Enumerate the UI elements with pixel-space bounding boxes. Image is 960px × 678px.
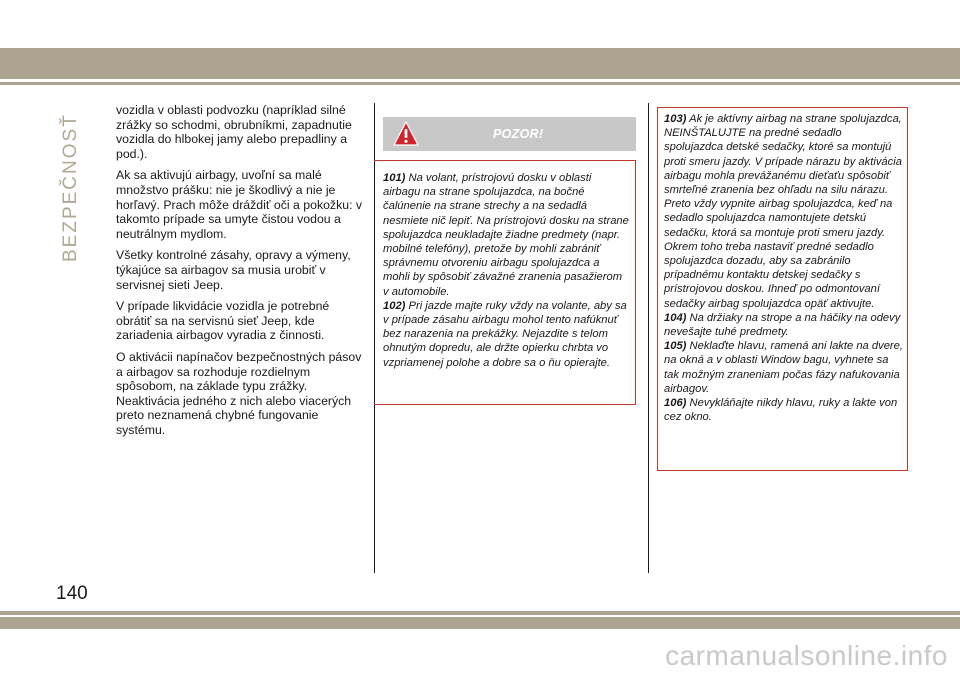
column-divider xyxy=(648,103,649,573)
warning-text: Nevykláňajte nikdy hlavu, ruky a lakte von cez okno. xyxy=(664,397,898,424)
section-title: BEZPEČNOSŤ xyxy=(60,113,81,262)
warning-triangle-icon xyxy=(393,121,419,147)
warning-item xyxy=(664,112,903,311)
paragraph: O aktivácii napínačov bezpečnostných pásov a airbagov sa rozhoduje rozdielnym spôsobom, na základe typu zrážky. Neaktivácia jedného z nich alebo viacerých preto neznamená chybné fungovanie systému. xyxy=(116,349,362,437)
watermark: carmanualsonline.info xyxy=(665,640,948,671)
footer-rule xyxy=(0,611,960,615)
warning-item xyxy=(383,299,629,370)
warning-item xyxy=(664,311,903,339)
warning-text: Ak je aktívny airbag na strane spolujazdca, NEINŠTALUJTE na predné sedadlo spolujazdca detské sedačky, ktoré sa montujú proti smeru jazdy. V prípade nárazu by aktivácia airbagu mohla prevážanému dieťaťu spôsobiť smrteľné zranenia bez ohľadu na silu nárazu. Preto vždy vypnite airbag spolujazdca, keď na sedadlo spolujazdca namontujete detskú sedačku, ktorá sa montuje proti smeru jazdy. Okrem toho treba nastaviť predné sedadlo spolujazdca dozadu, aby sa zabránilo prípadnému kontaktu detskej sedačky s prístrojovou doskou. Ihneď po odmontovaní sedačky airbag spolujazdca opäť aktivujte. xyxy=(664,113,902,310)
paragraph: Ak sa aktivujú airbagy, uvoľní sa malé množstvo prášku: nie je škodlivý a nie je horľavý. Prach môže dráždiť oči a pokožku: v takomto prípade sa umyte čistou vodou a neutrálnym mydlom. xyxy=(116,168,363,241)
warning-text: Na držiaky na strope a na háčiky na odevy nevešajte tuhé predmety. xyxy=(664,311,901,339)
top-band xyxy=(0,0,960,48)
paragraph: V prípade likvidácie vozidla je potrebné obrátiť sa na servisnú sieť Jeep, kde zariadenia airbagov vyradia z činnosti. xyxy=(116,299,330,343)
warning-box-continued xyxy=(657,107,908,471)
warning-item xyxy=(664,339,903,396)
paragraph: Všetky kontrolné zásahy, opravy a výmeny, týkajúce sa airbagov sa musia urobiť v servisnej sieti Jeep. xyxy=(116,248,351,292)
warning-number: 104) xyxy=(664,311,687,324)
warning-number: 102) xyxy=(383,299,406,312)
footer-bar xyxy=(0,617,960,629)
header-rule xyxy=(0,82,960,85)
warning-text: Neklaďte hlavu, ramená ani lakte na dvere, na okná a v oblasti Window bagu, vyhnete sa tak možným zraneniam počas fázy nafukovania airbagov. xyxy=(664,340,903,395)
warning-item xyxy=(664,396,903,424)
warning-item xyxy=(383,171,629,299)
warning-number: 105) xyxy=(664,340,687,353)
warning-number: 101) xyxy=(383,172,406,184)
warning-text: Na volant, prístrojovú dosku v oblasti airbagu na strane spolujazdca, na bočné čalúnenie na strane strechy a na sedadlá nesmiete nič lepiť. Na prístrojovú dosku na strane spolujazdca neukladajte žiadne predmety (napr. mobilné telefóny), pretože by mohli zabrániť správnemu otvoreniu airbagu spolujazdca a mohli by spôsobiť závažné zranenia pasažierom v automobile. xyxy=(383,172,629,298)
header-bar xyxy=(0,48,960,79)
warning-number: 103) xyxy=(664,113,687,125)
page-number: 140 xyxy=(56,583,88,604)
warning-number: 106) xyxy=(664,397,687,410)
paragraph: vozidla v oblasti podvozku (napríklad silné zrážky so schodmi, obrubníkmi, zapadnutie vozidla do hlbokej jamy alebo prepadliny a pod.). xyxy=(116,103,352,161)
warning-box xyxy=(374,160,636,405)
warning-text: Pri jazde majte ruky vždy na volante, aby sa v prípade zásahu airbagu mohol tento nafúknuť bez narazenia na prekážky. Nejazdite s telom ohnutým dopredu, ale držte opierku chrbta vo vzpriamenej polohe a dobre sa o ňu opierajte. xyxy=(383,299,627,369)
warning-header xyxy=(383,117,636,151)
warning-title: POZOR! xyxy=(493,127,544,141)
body-column xyxy=(116,103,366,444)
